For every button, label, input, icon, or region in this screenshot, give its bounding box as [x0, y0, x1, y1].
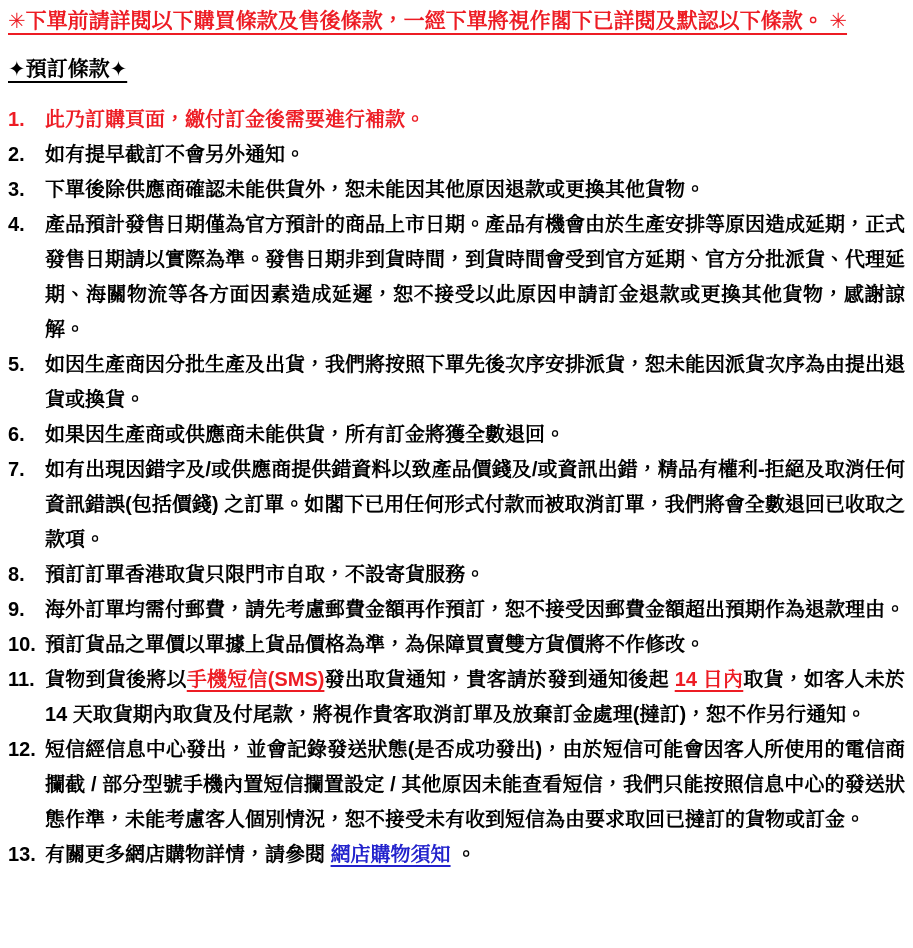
- term-text-segment: 預訂訂單香港取貨只限門市自取，不設寄貨服務。: [45, 564, 485, 586]
- terms-list: [8, 103, 905, 873]
- term-item: [8, 418, 905, 453]
- term-text-segment: 手機短信(SMS): [186, 669, 325, 691]
- term-text-segment: 如有出現因錯字及/或供應商提供錯資料以致產品價錢及/或資訊出錯，精品有權利-拒絕及取消任何資訊錯誤(包括價錢) 之訂單。如閣下已用任何形式付款而被取消訂單，我們將會全數退回已收取之款項。: [45, 459, 905, 551]
- term-number: 2.: [8, 144, 25, 166]
- term-text: [45, 348, 905, 418]
- term-text: [45, 733, 905, 838]
- term-number: 9.: [8, 599, 25, 621]
- term-text: [45, 418, 905, 453]
- term-text-segment: 下單後除供應商確認未能供貨外，恕未能因其他原因退款或更換其他貨物。: [45, 179, 705, 201]
- term-text-segment: 產品預計發售日期僅為官方預計的商品上市日期。產品有機會由於生產安排等原因造成延期，正式發售日期請以實際為準。發售日期非到貨時間，到貨時間會受到官方延期、官方分批派貨、代理延期、海關物流等各方面因素造成延遲，恕不接受以此原因申請訂金退款或更換其他貨物，感謝諒解。: [45, 214, 905, 341]
- term-text-segment: 。: [450, 844, 477, 866]
- term-item: [8, 173, 905, 208]
- term-text-segment: 貨物到貨後將以: [45, 669, 187, 691]
- term-number: 8.: [8, 564, 25, 586]
- term-number: 5.: [8, 354, 25, 376]
- term-text: [45, 593, 905, 628]
- purchase-notice-banner: ✳下單前請詳閱以下購買條款及售後條款，一經下單將視作閣下已詳閱及默認以下條款。 ✳: [8, 10, 848, 33]
- term-text: [45, 173, 905, 208]
- preorder-terms-heading: ✦預訂條款✦: [8, 58, 128, 81]
- term-text: [45, 558, 905, 593]
- term-text-segment: 海外訂單均需付郵費，請先考慮郵費金額再作預訂，恕不接受因郵費金額超出預期作為退款理由。: [45, 599, 905, 621]
- term-item: [8, 663, 905, 733]
- term-number: 1.: [8, 109, 25, 131]
- term-text: [45, 138, 905, 173]
- term-item: [8, 558, 905, 593]
- term-text-segment: 取貨，如客人未於 14 天取貨期內取貨及付尾款，將視作貴客取消訂單及放棄訂金處理(撻訂)，恕不作另行通知。: [45, 669, 906, 726]
- term-item: [8, 138, 905, 173]
- term-text-segment: 此乃訂購頁面，繳付訂金後需要進行補款。: [45, 109, 425, 131]
- term-text-segment: 如有提早截訂不會另外通知。: [45, 144, 305, 166]
- term-number: 12.: [8, 739, 36, 761]
- term-item: [8, 453, 905, 558]
- term-item: [8, 103, 905, 138]
- term-number: 13.: [8, 844, 36, 866]
- term-number: 6.: [8, 424, 25, 446]
- term-number: 10.: [8, 634, 36, 656]
- term-item: [8, 208, 905, 348]
- term-item: [8, 733, 905, 838]
- term-text-segment: 預訂貨品之單價以單據上貨品價格為準，為保障買賣雙方貨價將不作修改。: [45, 634, 705, 656]
- term-text: [45, 838, 905, 873]
- term-text-segment: 短信經信息中心發出，並會記錄發送狀態(是否成功發出)，由於短信可能會因客人所使用的電信商攔截 / 部分型號手機內置短信攔置設定 / 其他原因未能查看短信，我們只能按照信息中心的發送狀態作準，未能考慮客人個別情況，恕不接受未有收到短信為由要求取回已撻訂的貨物或訂金。: [45, 739, 905, 831]
- term-text-segment: 有關更多網店購物詳情，請參閱: [45, 844, 331, 866]
- term-number: 7.: [8, 459, 25, 481]
- term-item: [8, 593, 905, 628]
- term-text-segment: 14 日內: [674, 669, 744, 691]
- section-title-row: [8, 57, 905, 83]
- term-text-segment: 發出取貨通知，貴客請於發到通知後起: [324, 669, 675, 691]
- term-text-segment: 如果因生產商或供應商未能供貨，所有訂金將獲全數退回。: [45, 424, 565, 446]
- store-shopping-notice-link[interactable]: 網店購物須知: [330, 844, 451, 866]
- term-text: [45, 103, 905, 138]
- term-item: [8, 348, 905, 418]
- term-number: 4.: [8, 214, 25, 236]
- term-text: [45, 663, 905, 733]
- term-text: [45, 208, 905, 348]
- term-text-segment: 如因生產商因分批生產及出貨，我們將按照下單先後次序安排派貨，恕未能因派貨次序為由提出退貨或換貨。: [45, 354, 905, 411]
- term-number: 11.: [8, 669, 35, 691]
- term-number: 3.: [8, 179, 25, 201]
- term-item: [8, 838, 905, 873]
- term-item: [8, 628, 905, 663]
- term-text: [45, 453, 905, 558]
- term-text: [45, 628, 905, 663]
